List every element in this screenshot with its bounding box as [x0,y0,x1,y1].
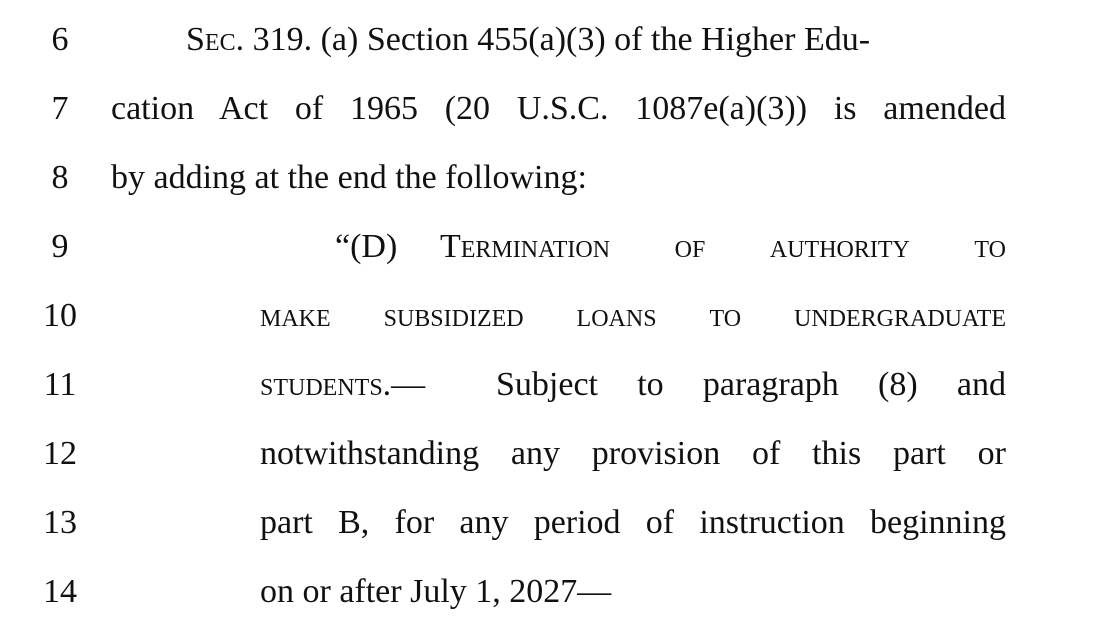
bill-line [0,489,1096,558]
bill-line [0,282,1096,351]
bill-line [0,6,1096,75]
bill-line-text: on or after July 1, 2027— [260,573,612,610]
bill-line [0,75,1096,144]
subparagraph-heading: make subsidized loans to undergraduate [260,297,1006,334]
section-label: Sec. [186,21,245,58]
subparagraph-heading: students.— [260,366,426,403]
bill-line-text: by adding at the end the following: [111,159,587,196]
line-number: 13 [43,504,77,541]
line-number: 9 [51,228,69,265]
section-text: 319. (a) Section 455(a)(3) of the Higher Edu- [252,21,871,58]
bill-line [0,351,1096,420]
bill-line [0,558,1096,627]
bill-line-text: cation Act of 1965 (20 U.S.C. 1087e(a)(3)) is amended [111,90,1006,127]
line-number: 7 [51,90,69,127]
subparagraph-heading: Termination of authority to [440,228,1006,265]
bill-line-text: Subject to paragraph (8) and [496,366,1006,403]
line-number: 14 [43,573,77,610]
bill-line-text [186,20,1006,60]
bill-line [0,144,1096,213]
bill-line [0,420,1096,489]
line-number: 8 [51,159,69,196]
line-number: 12 [43,435,77,472]
bill-line-text: part B, for any period of instruction beginning [260,504,1006,541]
bill-line-text: notwithstanding any provision of this part or [260,435,1006,472]
subparagraph-lead: “(D) [335,228,398,265]
bill-line [0,213,1096,282]
line-number: 10 [43,297,77,334]
line-number: 6 [51,21,69,58]
line-number: 11 [43,366,77,403]
